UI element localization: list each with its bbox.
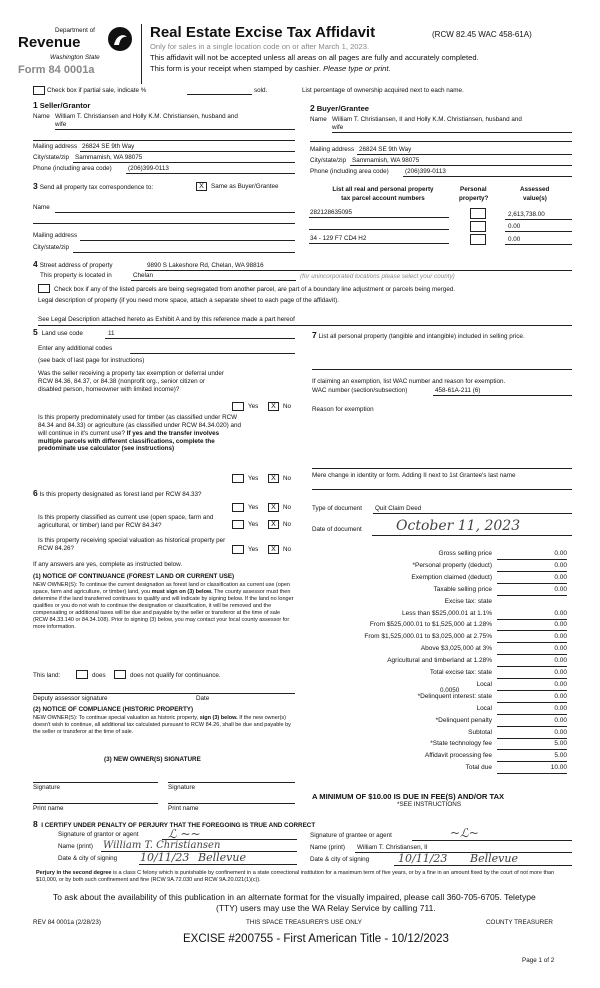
tax-line-label: *State technology fee (430, 740, 492, 747)
wac-line (433, 395, 572, 396)
new-owner-signature-heading: (3) NEW OWNER(S) SIGNATURE (104, 756, 201, 763)
segregated-label: Check box if any of the listed parcels are being segregated from another parcel, are part of a boundary line adjustment or parcels being merged. (54, 286, 456, 293)
perjury-warning: Perjury in the second degree is a class C felony which is punishable by confinement in a state correctional institution for a maximum term of five years, or by a fine in an amount fixed by the court of not more than $10,000, or by both such confinement and fine (RCW 9A.72.030 and RCW 9A.20.021(1)(c)). (36, 870, 555, 884)
tax-line-label: Total due (465, 764, 492, 771)
local-rate: 0.0050 (440, 687, 460, 694)
tax-line-value[interactable]: 5.00 (554, 752, 567, 759)
forest-yes-checkbox[interactable] (232, 503, 244, 512)
reason-exemption-label: Reason for exemption (312, 406, 374, 413)
seller-name-line2[interactable]: wife (55, 121, 67, 128)
seller-phone[interactable]: (206)399-0113 (128, 165, 169, 172)
tax-line-underline (497, 726, 567, 727)
tax-line-underline (497, 738, 567, 739)
buyer-phone-label: Phone (including area code) (310, 168, 389, 175)
tax-line-value[interactable]: 10.00 (550, 764, 567, 771)
tax-line-label: *Delinquent interest: state (417, 693, 492, 700)
located-line (131, 280, 296, 281)
current-use-yes-checkbox[interactable] (232, 520, 244, 529)
signature-label: Signature (33, 784, 60, 791)
print-name-label: Print name (33, 805, 64, 812)
receipt-note: This form is your receipt when stamped by cashier. (150, 64, 321, 73)
grantor-name-label: Name (print) (58, 843, 93, 850)
seller-city[interactable]: Sammamish, WA 98075 (75, 154, 143, 161)
certify-heading: 8 I CERTIFY UNDER PENALTY OF PERJURY THAT THE FOREGOING IS TRUE AND CORRECT (33, 819, 316, 829)
buyer-name-line2[interactable]: wife (332, 124, 344, 131)
buyer-mailing-label: Mailing address (310, 146, 355, 153)
additional-codes-label: Enter any additional codes (38, 345, 113, 352)
tax-line-value[interactable]: 0.00 (554, 705, 567, 712)
buyer-name-line1[interactable]: William T. Christiansen, II and Holly K.M. Christiansen, husband and (332, 116, 522, 123)
historic-question: Is this property receiving special valuation as historical property per RCW 84.26? (38, 537, 226, 552)
header-divider (141, 24, 142, 84)
assessed-value[interactable]: 0.00 (508, 236, 521, 243)
grantee-name-label: Name (print) (310, 844, 345, 851)
notice-continuance-heading: (1) NOTICE OF CONTINUANCE (FOREST LAND OR CURRENT USE) (33, 573, 235, 580)
exemption-yes-checkbox[interactable] (232, 402, 244, 411)
land-use-line (105, 338, 295, 339)
personal-property-checkbox-1[interactable] (470, 208, 486, 219)
tax-line-label: Exemption claimed (deduct) (411, 574, 492, 581)
grantee-printed-name[interactable]: William T. Christiansen, II (357, 844, 428, 851)
revenue-logo-icon (107, 26, 133, 52)
street-line (145, 270, 572, 271)
notice-continuance-body: NEW OWNER(S): To continue the current designation as forest land or classification as current use (open space, farm and agriculture, or timber) land, you must sign on (3) below. The county assessor must then determine if the land transferred continues to qualify and will indicate by signing below. If the land no longer qualifies or you do not wish to continue the designation or classification, it will be removed and the compensating or additional taxes will be due and payable by the seller or transferor at the time of sale (RCW 84.33.140 or 84.34.108). Prior to signing (3) below, you may contact your local county assessor for more information. (33, 582, 294, 631)
notice-compliance-heading: (2) NOTICE OF COMPLIANCE (HISTORIC PROPERTY) (33, 706, 194, 713)
seller-city-line (73, 162, 295, 163)
section5-row: 5 Land use code (33, 327, 83, 337)
tax-line-underline (497, 654, 567, 655)
seller-mailing[interactable]: 26824 SE 9th Way (82, 143, 135, 150)
revision-label: REV 84 0001a (2/28/23) (33, 919, 101, 926)
tax-line-underline (497, 749, 567, 750)
correspondence-mailing-field[interactable] (80, 240, 295, 241)
document-date-line (372, 535, 572, 536)
tax-line-underline (497, 714, 567, 715)
claiming-exemption-label: If claiming an exemption, list WAC number and reason for exemption. (312, 378, 506, 385)
seller-city-label: City/state/zip (33, 154, 70, 161)
personal-property-checkbox-2[interactable] (470, 221, 486, 232)
notice-compliance-body: NEW OWNER(S): To continue special valuation as historic property, sign (3) below. If the new owner(s) doesn't wish to continue, all additional tax calculated pursuant to RCW 84.26, shall be due and payable by the seller or transferor at the time of sale. (33, 715, 291, 736)
grantee-signature-mark: ~ℒ~ (450, 826, 479, 840)
wac-label: WAC number (section/subsection) (312, 387, 408, 394)
page-number: Page 1 of 2 (522, 957, 555, 964)
grantee-signature-field[interactable] (412, 840, 572, 841)
grantee-city[interactable]: Bellevue (470, 852, 518, 865)
document-date-label: Date of document (312, 526, 362, 533)
segregated-checkbox[interactable] (38, 284, 50, 293)
tax-line-underline (497, 773, 567, 774)
assessed-line-2 (505, 231, 572, 232)
exemption-no-checkbox[interactable]: X (268, 402, 279, 411)
tax-line-label: Local (476, 681, 492, 688)
tax-line-label: Taxable selling price (433, 586, 492, 593)
parcel-field-2[interactable] (309, 229, 449, 230)
assessed-line-3 (505, 244, 572, 245)
property-street-address[interactable]: 9890 S Lakeshore Rd, Chelan, WA 98816 (147, 262, 264, 269)
tax-line-value[interactable]: 0.00 (554, 669, 567, 676)
buyer-mailing-line (357, 154, 572, 155)
tax-line-label: Local (476, 705, 492, 712)
seller-heading: 1 Seller/Grantor (33, 100, 91, 110)
buyer-city-label: City/state/zip (310, 157, 347, 164)
tax-line-underline (497, 571, 567, 572)
tax-line-label: Less than $525,000.01 at 1.1% (402, 610, 492, 617)
dept-label: Department of (55, 27, 95, 34)
correspondence-name-label: Name (33, 204, 50, 211)
tax-line-value[interactable]: 0.00 (554, 717, 567, 724)
parcel-col-header-3a: Assessed (520, 186, 550, 193)
form-number: Form 84 0001a (18, 64, 95, 76)
tax-line-underline (497, 595, 567, 596)
owner-print-field-2[interactable] (168, 803, 295, 804)
no-label: No (283, 504, 292, 511)
seller-phone-label: Phone (including area code) (33, 165, 112, 172)
located-in-label: This property is located in (40, 272, 112, 279)
document-date[interactable]: October 11, 2023 (396, 518, 521, 534)
timber-question: Is this property predominately used for timber (as classified under RCW 84.34 and 84.33) or agriculture (as classified under RCW 84.34.020) and will continue in it's current use? If yes and the transfer involves multiple parcels with different classifications, complete the predominate use calculator (see instructions) (38, 414, 242, 453)
seller-phone-line (126, 173, 295, 174)
parcel-col-header-1b: tax parcel account numbers (341, 195, 425, 202)
minimum-fee-note: A MINIMUM OF $10.00 IS DUE IN FEE(S) AND/OR TAX (312, 792, 505, 801)
tax-line-value[interactable]: 5.00 (554, 740, 567, 747)
tax-line-underline (497, 702, 567, 703)
reason-line-2 (312, 489, 572, 490)
current-use-question: Is this property classified as current use (open space, farm and agricultural, or timber) land per RCW 84.34? (38, 514, 214, 529)
tax-line-underline (497, 642, 567, 643)
no-label: No (283, 521, 292, 528)
tax-line-value[interactable]: 0.00 (554, 681, 567, 688)
buyer-heading: 2 Buyer/Grantee (310, 103, 370, 113)
tax-line-value[interactable]: 0.00 (554, 610, 567, 617)
buyer-phone-line (403, 176, 572, 177)
document-type-label: Type of document (312, 505, 363, 512)
forest-no-checkbox[interactable]: X (268, 503, 279, 512)
parcel-col-header-2b: property? (459, 195, 489, 202)
reason-exemption-value[interactable]: Mere change in identity or form. Adding II next to 1st Grantee's last name (312, 472, 516, 479)
yes-label: Yes (248, 546, 259, 553)
partial-sale-field[interactable] (187, 94, 252, 95)
same-as-buyer-label: Same as Buyer/Grantee (211, 183, 279, 190)
section3-row: 3 Send all property tax correspondence to: (33, 181, 154, 191)
same-as-buyer-checkbox[interactable]: X (196, 182, 207, 191)
grantee-name-line (355, 852, 572, 853)
seller-name-line1[interactable]: William T. Christiansen and Holly K.M. Christiansen, husband and (55, 113, 238, 120)
buyer-name-underline (332, 132, 572, 133)
located-in-value[interactable]: Chelan (133, 272, 153, 279)
grantor-signature-label: Signature of grantor or agent (58, 831, 139, 838)
wac-number[interactable]: 458-61A-211 (6) (435, 387, 481, 394)
partial-sale-label: Check box if partial sale, indicate % (47, 87, 147, 94)
tax-line-label: Gross selling price (438, 550, 492, 557)
seller-blank-line (33, 140, 295, 141)
type-print-note: Please type or print. (323, 64, 391, 73)
historic-yes-checkbox[interactable] (232, 545, 244, 554)
buyer-phone[interactable]: (206)399-0113 (405, 168, 446, 175)
grantor-date-line (139, 864, 297, 865)
yes-label: Yes (248, 521, 259, 528)
seller-name-label: Name (33, 113, 50, 120)
does-label: does (92, 672, 106, 679)
tax-line-label: Excise tax: state (444, 598, 492, 605)
timber-no-checkbox[interactable]: X (268, 474, 279, 483)
legal-line (38, 325, 572, 326)
does-not-qualify-checkbox[interactable] (114, 670, 126, 679)
agency-logo-text: Revenue (18, 34, 81, 51)
document-type[interactable]: Quit Claim Deed (375, 505, 422, 512)
tax-line-underline (497, 559, 567, 560)
see-back-note: (see back of last page for instructions) (38, 357, 145, 364)
does-not-label: does not qualify for continuance. (130, 672, 221, 679)
personal-property-field[interactable] (312, 369, 572, 370)
alternate-format-line2: (TTY) users may use the WA Relay Service by calling 711. (216, 903, 436, 913)
parcel-number[interactable]: 282128635095 (310, 209, 353, 216)
tax-line-value[interactable]: 0.00 (554, 633, 567, 640)
grantor-printed-name[interactable]: William T. Christiansen (103, 840, 221, 851)
tax-line-value[interactable]: 0.00 (554, 729, 567, 736)
seller-mailing-label: Mailing address (33, 143, 78, 150)
grantee-signature-label: Signature of grantee or agent (310, 832, 392, 839)
reason-line-1 (312, 468, 572, 469)
tax-line-value[interactable]: 0.00 (554, 645, 567, 652)
land-use-code[interactable]: 11 (108, 330, 115, 337)
tax-line-value[interactable]: 0.00 (554, 586, 567, 593)
tax-line-value[interactable]: 0.00 (554, 574, 567, 581)
grantor-signature-mark: ℒ ~~ (168, 827, 201, 841)
no-label: No (283, 475, 292, 482)
deputy-signature-label: Deputy assessor signature (33, 695, 108, 702)
yes-label: Yes (248, 504, 259, 511)
buyer-name-label: Name (310, 116, 327, 123)
historic-no-checkbox[interactable]: X (268, 545, 279, 554)
parcel-col-header-3b: value(s) (523, 195, 547, 202)
assessed-line-1 (505, 219, 572, 220)
personal-property-checkbox-3[interactable] (470, 234, 486, 245)
header-line-1: Only for sales in a single location code on or after March 1, 2023. (150, 42, 370, 51)
no-label: No (283, 403, 292, 410)
grantee-date[interactable]: 10/11/23 (398, 852, 448, 865)
seller-mailing-line (80, 151, 295, 152)
grantee-date-city-label: Date & city of signing (310, 856, 370, 863)
partial-sale-checkbox[interactable] (33, 86, 45, 95)
tax-line-label: *Personal property (deduct) (412, 562, 492, 569)
buyer-city[interactable]: Sammamish, WA 98075 (352, 157, 420, 164)
tax-line-value[interactable]: 0.00 (554, 657, 567, 664)
tax-line-underline (497, 583, 567, 584)
tax-line-underline (497, 630, 567, 631)
grantor-date-city-label: Date & city of signing (58, 855, 118, 862)
form-title: Real Estate Excise Tax Affidavit (150, 24, 376, 41)
tax-line-value[interactable]: 0.00 (554, 562, 567, 569)
tax-line-value[interactable]: 0.00 (554, 693, 567, 700)
header-line-2: This affidavit will not be accepted unless all areas on all pages are fully and accurately completed. (150, 53, 479, 62)
no-label: No (283, 546, 292, 553)
treasurer-use-label: THIS SPACE TREASURER'S USE ONLY (246, 919, 362, 926)
legal-description-label: Legal description of property (if you need more space, attach a separate sheet to each page of the affidavit). (38, 297, 339, 304)
document-type-line (373, 513, 572, 514)
correspondence-name-field[interactable] (55, 212, 295, 213)
additional-codes-field[interactable] (130, 353, 295, 354)
seller-name-underline (55, 129, 295, 130)
owner-signature-field-1[interactable] (33, 782, 158, 783)
grantor-date[interactable]: 10/11/23 (140, 851, 190, 864)
tax-line-underline (497, 666, 567, 667)
buyer-mailing[interactable]: 26824 SE 9th Way (359, 146, 412, 153)
assessed-value[interactable]: 0.00 (508, 223, 521, 230)
exemption-question: Was the seller receiving a property tax exemption or deferral under RCW 84.36, 84.37, or 84.38 (nonprofit org., senior citizen or disabled person, homeowner with limited income)? (38, 370, 224, 393)
parcel-col-header-2a: Personal (460, 186, 487, 193)
tax-line-value[interactable]: 0.00 (554, 550, 567, 557)
parcel-col-header-1a: List all real and personal property (332, 186, 434, 193)
county-treasurer-label: COUNTY TREASURER (486, 919, 553, 926)
timber-yes-checkbox[interactable] (232, 474, 244, 483)
forest-question: 6 Is this property designated as forest land per RCW 84.33? (33, 488, 202, 498)
tax-line-label: From $525,000.01 to $1,525,000 at 1.28% (369, 621, 492, 628)
legal-description-value[interactable]: See Legal Description attached hereto as Exhibit A and by this reference made a part hereof (38, 316, 295, 323)
excise-stamp: EXCISE #200755 - First American Title - 10/12/2023 (183, 933, 449, 945)
tax-line-label: Subtotal (468, 729, 492, 736)
tax-line-value[interactable]: 0.00 (554, 621, 567, 628)
unincorporated-note: (for unincorporated locations please select your county) (300, 273, 455, 280)
grantor-city[interactable]: Bellevue (198, 851, 246, 864)
parcel-line-3 (309, 243, 449, 244)
parcel-line-1 (309, 217, 449, 218)
parcel-number[interactable]: 34 - 129 F7 CD4 H2 (310, 235, 367, 242)
correspondence-city-label: City/state/zip (33, 244, 70, 251)
tax-line-underline (497, 690, 567, 691)
deputy-signature-field[interactable] (33, 693, 295, 694)
yes-label: Yes (248, 475, 259, 482)
correspondence-mailing-label: Mailing address (33, 232, 78, 239)
form-rcw: (RCW 82.45 WAC 458-61A) (432, 30, 532, 39)
if-any-yes-note: If any answers are yes, complete as instructed below. (33, 561, 183, 568)
assessed-value[interactable]: 2,613,738.00 (508, 211, 545, 218)
owner-signature-field-2[interactable] (168, 782, 295, 783)
tax-line-label: Affidavit processing fee (424, 752, 492, 759)
grantee-date-line (394, 865, 572, 866)
ownership-note: List percentage of ownership acquired next to each name. (302, 87, 464, 94)
current-use-no-checkbox[interactable]: X (268, 520, 279, 529)
print-name-label: Print name (168, 805, 199, 812)
alternate-format-line1: To ask about the availability of this publication in an alternate format for the visually impaired, please call 360-705-6705. Teletype (53, 892, 536, 902)
partial-sale-suffix: sold. (254, 87, 268, 94)
deputy-date-label: Date (196, 695, 210, 702)
this-land-label: This land: (33, 672, 61, 679)
tax-line-label: *Delinquent penalty (435, 717, 492, 724)
does-qualify-checkbox[interactable] (76, 670, 88, 679)
see-instructions-note: *SEE INSTRUCTIONS (397, 801, 462, 808)
section4-street-row: 4 Street address of property (33, 259, 113, 269)
tax-line-label: From $1,525,000.01 to $3,025,000 at 2.75% (364, 633, 492, 640)
state-label: Washington State (50, 54, 100, 61)
tax-line-label: Agricultural and timberland at 1.28% (387, 657, 492, 664)
correspondence-blank-line (33, 223, 295, 224)
tax-line-underline (497, 678, 567, 679)
buyer-city-line (350, 165, 572, 166)
tax-line-underline (497, 761, 567, 762)
buyer-blank-line (310, 141, 572, 142)
signature-label: Signature (168, 784, 195, 791)
header-line-3 (150, 64, 391, 73)
tax-line-underline (497, 619, 567, 620)
correspondence-city-field[interactable] (73, 252, 295, 253)
yes-label: Yes (248, 403, 259, 410)
tax-line-label: Total excise tax: state (429, 669, 492, 676)
personal-property-question: 7 List all personal property (tangible and intangible) included in selling price. (312, 330, 525, 340)
owner-print-field-1[interactable] (33, 803, 158, 804)
tax-line-label: Above $3,025,000 at 3% (420, 645, 492, 652)
